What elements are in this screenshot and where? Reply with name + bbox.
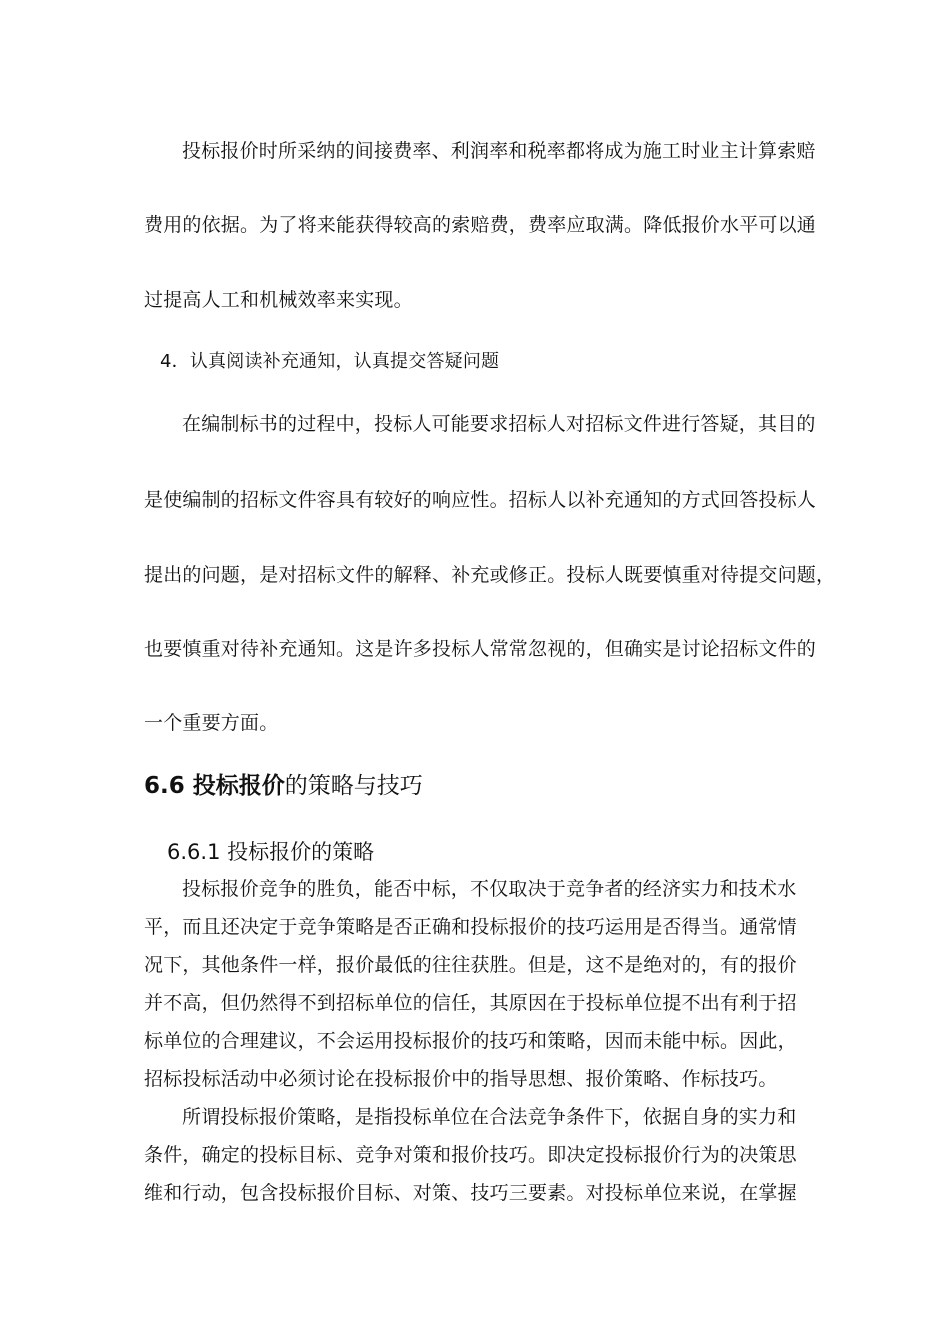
paragraph-line: 过提高人工和机械效率来实现。 <box>144 289 413 311</box>
section-heading-bold: 6.6 投标报价 <box>144 773 285 799</box>
paragraph-line: 投标报价竞争的胜负，能否中标，不仅取决于竞争者的经济实力和技术水 <box>182 878 797 900</box>
paragraph-line: 并不高，但仍然得不到招标单位的信任，其原因在于投标单位提不出有利于招 <box>144 992 797 1014</box>
paragraph-line: 是使编制的招标文件容具有较好的响应性。招标人以补充通知的方式回答投标人 <box>144 489 817 511</box>
paragraph-line: 标单位的合理建议，不会运用投标报价的技巧和策略，因而未能中标。因此， <box>144 1030 797 1052</box>
paragraph-line: 招标投标活动中必须讨论在投标报价中的指导思想、报价策略、作标技巧。 <box>144 1068 778 1090</box>
numbered-item-4: 4．认真阅读补充通知，认真提交答疑问题 <box>160 351 500 372</box>
paragraph-line: 一个重要方面。 <box>144 712 279 734</box>
paragraph-line: 维和行动，包含投标报价目标、对策、技巧三要素。对投标单位来说，在掌握 <box>144 1182 797 1204</box>
paragraph-line: 平，而且还决定于竞争策略是否正确和投标报价的技巧运用是否得当。通常情 <box>144 916 797 938</box>
paragraph-line: 所谓投标报价策略，是指投标单位在合法竞争条件下，依据自身的实力和 <box>182 1106 797 1128</box>
section-heading-rest: 的策略与技巧 <box>284 773 423 799</box>
paragraph-line: 提出的问题，是对招标文件的解释、补充或修正。投标人既要慎重对待提交问题， <box>144 564 836 586</box>
paragraph-line: 也要慎重对待补充通知。这是许多投标人常常忽视的，但确实是讨论招标文件的 <box>144 638 817 660</box>
section-heading <box>144 771 423 801</box>
paragraph-line: 费用的依据。为了将来能获得较高的索赔费，费率应取满。降低报价水平可以通 <box>144 214 817 236</box>
paragraph-line: 条件，确定的投标目标、竞争对策和报价技巧。即决定投标报价行为的决策思 <box>144 1144 797 1166</box>
paragraph-line: 况下，其他条件一样，报价最低的往往获胜。但是，这不是绝对的，有的报价 <box>144 954 797 976</box>
subsection-heading: 6.6.1 投标报价的策略 <box>167 840 375 864</box>
paragraph-line: 投标报价时所采纳的间接费率、利润率和税率都将成为施工时业主计算索赔 <box>182 140 816 162</box>
paragraph-line: 在编制标书的过程中，投标人可能要求招标人对招标文件进行答疑，其目的 <box>182 413 816 435</box>
